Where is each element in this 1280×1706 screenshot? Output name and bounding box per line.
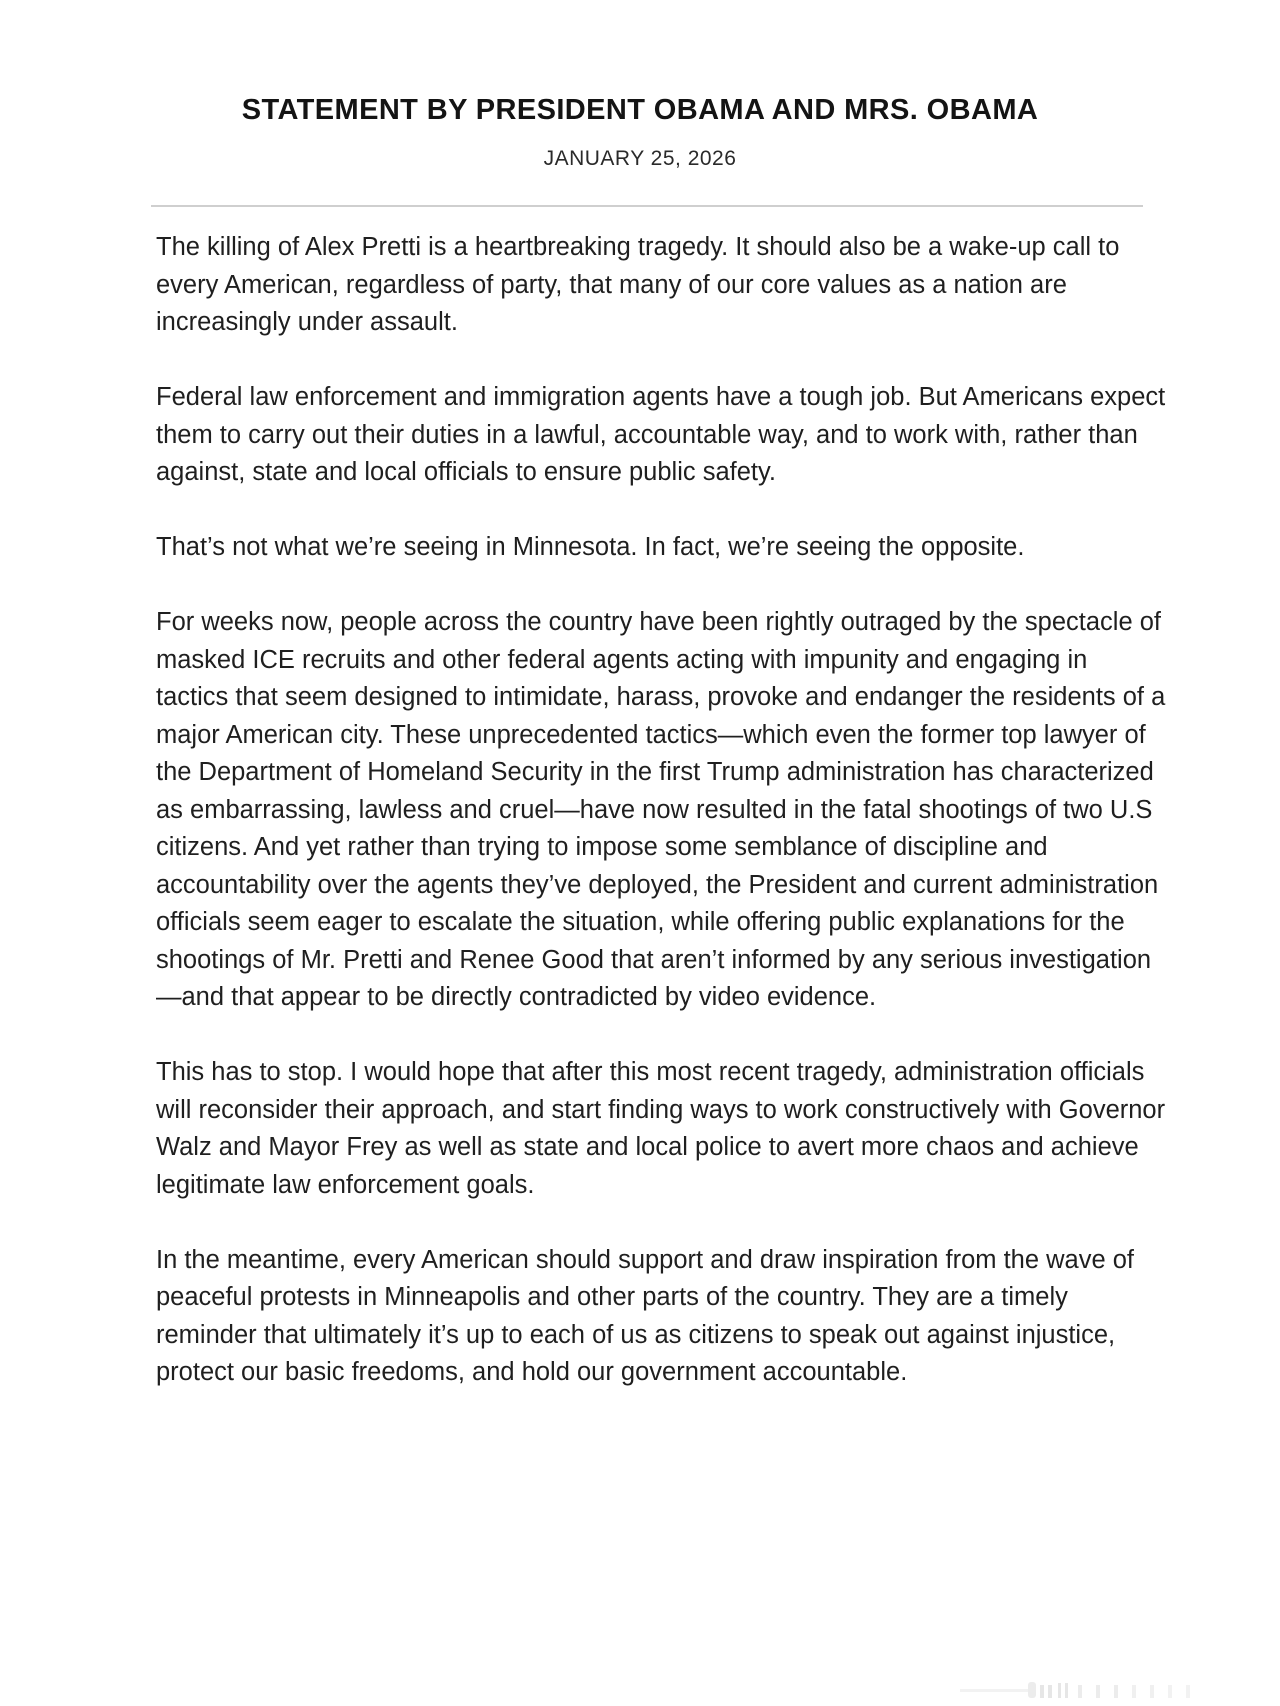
header-divider bbox=[151, 205, 1143, 207]
watermark-icon bbox=[960, 1680, 1260, 1700]
paragraph-1: The killing of Alex Pretti is a heartbreaking tragedy. It should also be a wake-up call to every American, regardless of party, that many of our core values as a nation are increasingly under assault. bbox=[156, 233, 1120, 336]
statement-date: JANUARY 25, 2026 bbox=[543, 147, 737, 170]
paragraph-4: For weeks now, people across the country have been rightly outraged by the spectacle of masked ICE recruits and other federal agents acting with impunity and engaging in tactics that seem designed to intimidate, harass, provoke and endanger the residents of a major American city. These unprecedented tactics—which even the former top lawyer of the Department of Homeland Security in the first Trump administration has characterized as embarrassing, lawless and cruel—have now resulted in the fatal shootings of two U.S citizens. And yet rather than trying to impose some semblance of discipline and accountability over the agents they’ve deployed, the President and current administration officials seem eager to escalate the situation, while offering public explanations for the shootings of Mr. Pretti and Renee Good that aren’t informed by any serious investigation—and that appear to be directly contradicted by video evidence. bbox=[156, 608, 1166, 1011]
paragraph-5: This has to stop. I would hope that after this most recent tragedy, administration officials will reconsider their approach, and start finding ways to work constructively with Governor Walz and Mayor Frey as well as state and local police to avert more chaos and achieve legitimate law enforcement goals. bbox=[156, 1058, 1166, 1199]
statement-body bbox=[156, 229, 1166, 1392]
statement-title: STATEMENT BY PRESIDENT OBAMA AND MRS. OBAMA bbox=[241, 94, 1039, 126]
paragraph-3: That’s not what we’re seeing in Minnesota. In fact, we’re seeing the opposite. bbox=[156, 533, 1025, 561]
paragraph-2: Federal law enforcement and immigration agents have a tough job. But Americans expect them to carry out their duties in a lawful, accountable way, and to work with, rather than against, state and local officials to ensure public safety. bbox=[156, 383, 1166, 486]
paragraph-6: In the meantime, every American should support and draw inspiration from the wave of peaceful protests in Minneapolis and other parts of the country. They are a timely reminder that ultimately it’s up to each of us as citizens to speak out against injustice, protect our basic freedoms, and hold our government accountable. bbox=[156, 1245, 1135, 1386]
